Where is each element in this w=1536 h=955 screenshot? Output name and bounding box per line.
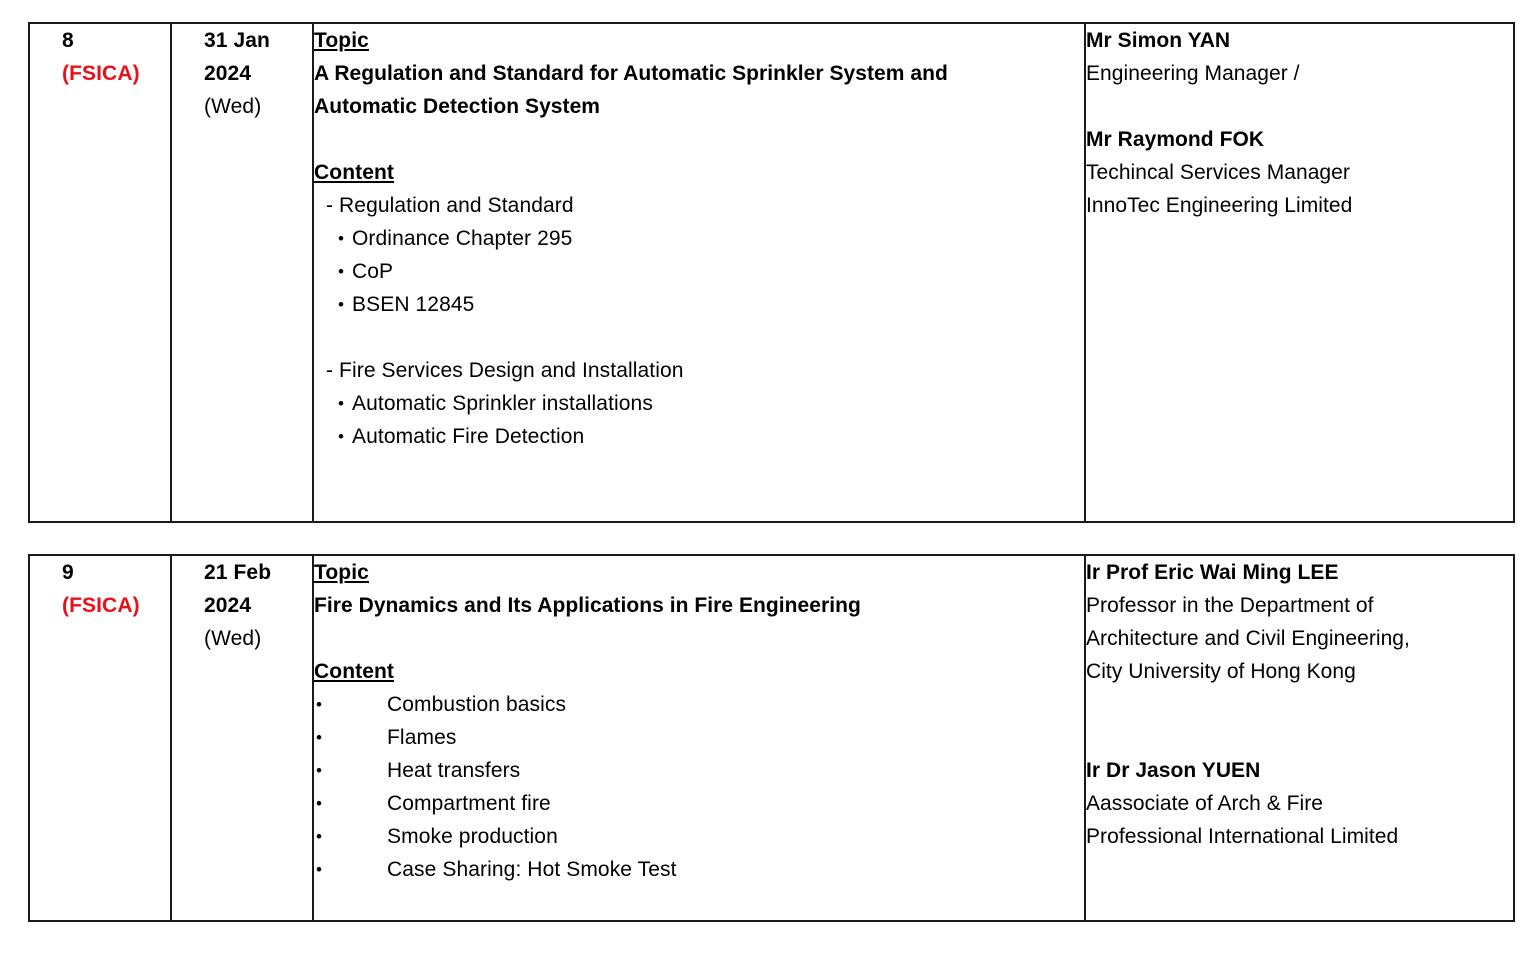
list-item-label: Flames — [387, 726, 457, 749]
session-number: 8 — [62, 29, 74, 52]
speaker-detail: Aassociate of Arch & Fire — [1086, 792, 1324, 815]
speaker-name: Ir Prof Eric Wai Ming LEE — [1086, 561, 1339, 584]
list-item-label: Combustion basics — [387, 693, 567, 716]
speaker-spacer — [1086, 90, 1513, 123]
speaker-spacer — [1086, 721, 1513, 754]
list-item — [314, 787, 1084, 820]
bullet-icon: • — [316, 728, 323, 747]
list-item-label: Automatic Fire Detection — [352, 425, 585, 448]
session-topic-cell — [313, 23, 1085, 522]
session-number: 9 — [62, 561, 74, 584]
session-date-line1: 31 Jan — [204, 29, 270, 52]
content-group-heading-1: - Regulation and Standard — [326, 194, 574, 217]
bullet-icon: • — [338, 262, 345, 281]
list-item-label: CoP — [352, 260, 394, 283]
session-weekday: (Wed) — [204, 627, 262, 650]
list-item — [314, 688, 1084, 721]
list-item — [314, 820, 1084, 853]
bullet-icon: • — [316, 794, 323, 813]
list-item — [314, 754, 1084, 787]
list-item — [314, 420, 1084, 453]
list-item-label: Compartment fire — [387, 792, 551, 815]
session-weekday: (Wed) — [204, 95, 262, 118]
topic-title: A Regulation and Standard for Automatic Sprinkler System and Automatic Detection System — [314, 62, 948, 118]
bullet-icon: • — [338, 295, 345, 314]
list-item — [314, 853, 1084, 886]
list-item-label: Smoke production — [387, 825, 558, 848]
session-tag-fsica: (FSICA) — [62, 594, 140, 617]
session-speaker-cell — [1085, 23, 1514, 522]
session-table-8 — [28, 22, 1515, 523]
speaker-detail: Professional International Limited — [1086, 825, 1399, 848]
list-item — [314, 222, 1084, 255]
session-date-line2: 2024 — [204, 62, 252, 85]
speaker-spacer — [1086, 688, 1513, 721]
bullet-icon: • — [316, 827, 323, 846]
speaker-detail: Professor in the Department of — [1086, 594, 1374, 617]
bullet-icon: • — [338, 394, 345, 413]
list-item — [314, 387, 1084, 420]
speaker-detail: City University of Hong Kong — [1086, 660, 1356, 683]
speaker-name: Ir Dr Jason YUEN — [1086, 759, 1261, 782]
list-item-label: Automatic Sprinkler installations — [352, 392, 653, 415]
speaker-name: Mr Raymond FOK — [1086, 128, 1265, 151]
session-date-cell — [171, 555, 313, 921]
speaker-name: Mr Simon YAN — [1086, 29, 1231, 52]
session-tag-fsica: (FSICA) — [62, 62, 140, 85]
list-item-label: Case Sharing: Hot Smoke Test — [387, 858, 677, 881]
speaker-detail: Techincal Services Manager — [1086, 161, 1350, 184]
list-item — [314, 721, 1084, 754]
session-number-cell — [29, 23, 171, 522]
list-item-label: Heat transfers — [387, 759, 521, 782]
list-item — [314, 288, 1084, 321]
bullet-icon: • — [316, 860, 323, 879]
list-item-label: Ordinance Chapter 295 — [352, 227, 573, 250]
session-date-line1: 21 Feb — [204, 561, 272, 584]
topic-title: Fire Dynamics and Its Applications in Fire Engineering — [314, 594, 861, 617]
bullet-icon: • — [338, 229, 345, 248]
session-date-cell — [171, 23, 313, 522]
speaker-detail: Architecture and Civil Engineering, — [1086, 627, 1410, 650]
bullet-icon: • — [316, 695, 323, 714]
topic-label: Topic — [314, 29, 369, 52]
session-topic-cell — [313, 555, 1085, 921]
session-date-line2: 2024 — [204, 594, 252, 617]
table-row — [29, 555, 1514, 921]
content-group-spacer — [314, 321, 1084, 354]
list-item — [314, 255, 1084, 288]
bullet-icon: • — [338, 427, 345, 446]
topic-label: Topic — [314, 561, 369, 584]
session-table-9 — [28, 554, 1515, 922]
speaker-detail: Engineering Manager / — [1086, 62, 1300, 85]
table-row — [29, 23, 1514, 522]
session-speaker-cell — [1085, 555, 1514, 921]
content-group-heading-2: - Fire Services Design and Installation — [326, 359, 684, 382]
content-label: Content — [314, 660, 395, 683]
content-label: Content — [314, 161, 395, 184]
session-number-cell — [29, 555, 171, 921]
speaker-detail: InnoTec Engineering Limited — [1086, 194, 1353, 217]
topic-spacer — [314, 123, 1084, 156]
list-item-label: BSEN 12845 — [352, 293, 475, 316]
bullet-icon: • — [316, 761, 323, 780]
topic-spacer — [314, 622, 1084, 655]
